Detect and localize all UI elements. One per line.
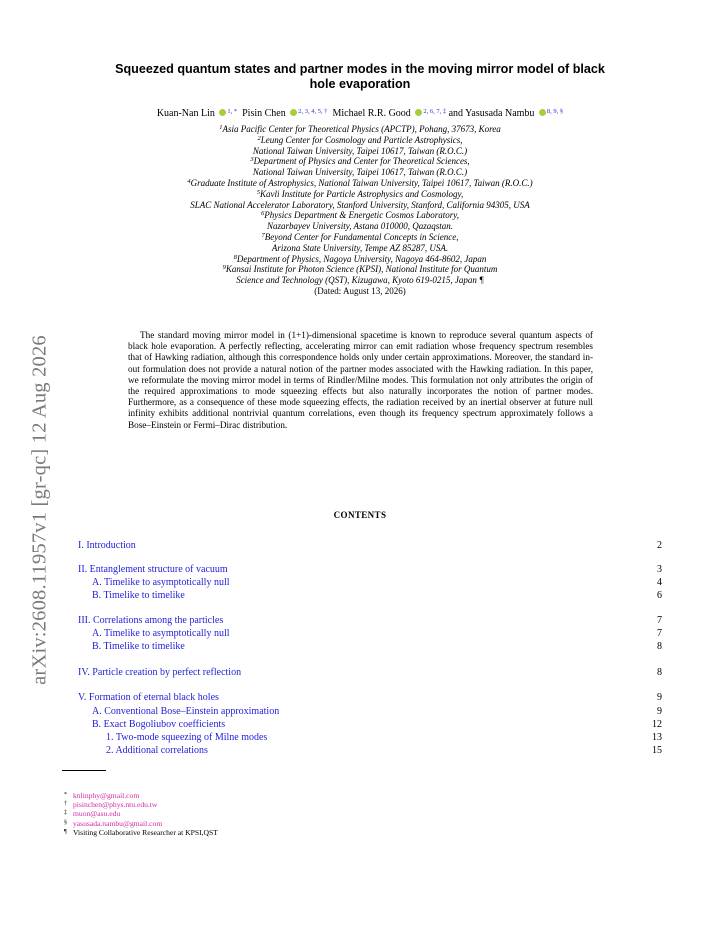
toc-label[interactable]: II. Entanglement structure of vacuum xyxy=(78,564,228,575)
footnote-email-link[interactable]: pisinchen@phys.ntu.edu.tw xyxy=(73,800,158,810)
affiliation-line: $^1$Asia Pacific Center for Theoretical Physics (APCTP), Pohang, 37673, Korea xyxy=(219,124,501,134)
toc-page: 9 xyxy=(657,692,662,703)
author-affil-sup[interactable]: 2, 3, 4, 5, † xyxy=(298,108,328,115)
affiliation-line: National Taiwan University, Taipei 10617, Taiwan (R.O.C.) xyxy=(252,145,468,156)
author-affil-sup[interactable]: 1, * xyxy=(227,108,238,115)
toc-label[interactable]: IV. Particle creation by perfect reflection xyxy=(78,667,242,678)
toc-entry[interactable] xyxy=(78,732,662,744)
toc-page: 2 xyxy=(657,540,662,551)
author-connector: and xyxy=(448,108,464,119)
footnote xyxy=(64,828,218,837)
orcid-icon[interactable] xyxy=(219,109,226,116)
toc-label[interactable]: 1. Two-mode squeezing of Milne modes xyxy=(106,732,268,743)
toc-page: 12 xyxy=(652,719,662,730)
author-name: Michael R.R. Good xyxy=(332,108,411,119)
toc-entry[interactable] xyxy=(78,628,662,640)
affiliation-line: $^9$Kansai Institute for Photon Science (KPSI), National Institute for Quantum xyxy=(222,264,498,275)
footnote xyxy=(64,800,218,809)
affiliation-line: $^8$Department of Physics, Nagoya University, Nagoya 464-8602, Japan xyxy=(233,253,487,264)
author-affil-sup[interactable]: 2, 6, 7, ‡ xyxy=(423,108,447,115)
title-line-2: hole evaporation xyxy=(309,77,411,91)
toc-page: 8 xyxy=(657,641,662,652)
toc-entry[interactable] xyxy=(78,615,662,627)
arxiv-sidebar xyxy=(22,300,58,720)
toc-label[interactable]: 2. Additional correlations xyxy=(106,745,208,756)
toc-label[interactable]: A. Conventional Bose–Einstein approximation xyxy=(92,706,280,717)
abstract-text: The standard moving mirror model in (1+1)-dimensional spacetime is known to reproduce several quantum aspects of black hole evaporation. A perfectly reflecting, accelerating mirror can emit radiation whose frequency spectrum resembles that of Hawking radiation, although this correspondence holds only under certain approximations. Moreover, the standard in-out formulation does not provide a natural notion of the partner modes associated with the Hawking radiation. In this paper, we reformulate the moving mirror model in terms of Rindler/Milne modes. This formulation not only attributes the origin of the required approximations to mode squeezing effects but also naturally incorporates the notion of partner modes. Furthermore, as a consequence of these mode squeezing effects, the radiation received by an inertial observer at future null infinity exhibits additional nontrivial quantum correlations, even though its frequency spectrum approximately follows a Bose–Einstein or Fermi–Dirac distribution. xyxy=(128,330,593,430)
footnote xyxy=(64,819,218,828)
toc-entry[interactable] xyxy=(78,667,662,679)
affiliation-line: SLAC National Accelerator Laboratory, Stanford University, Stanford, California 94305, USA xyxy=(190,199,530,210)
toc-label[interactable]: B. Timelike to timelike xyxy=(92,641,185,652)
toc-entry[interactable] xyxy=(78,577,662,589)
toc-entry[interactable] xyxy=(78,706,662,718)
footnote-email-link[interactable]: knlinphy@gmail.com xyxy=(73,791,140,800)
toc-page: 7 xyxy=(657,615,662,626)
toc-entry[interactable] xyxy=(78,719,662,731)
toc-label[interactable]: A. Timelike to asymptotically null xyxy=(92,577,230,588)
title-line-1: Squeezed quantum states and partner modes in the moving mirror model of black xyxy=(115,62,605,76)
footnote-mark: § xyxy=(64,819,67,826)
toc-page: 4 xyxy=(657,577,662,588)
affiliation-line: Arizona State University, Tempe AZ 85287, USA. xyxy=(271,242,449,253)
toc-page: 8 xyxy=(657,667,662,678)
footnote-email-link[interactable]: muon@asu.edu xyxy=(73,809,121,819)
toc-label[interactable]: B. Exact Bogoliubov coefficients xyxy=(92,719,226,730)
contents-heading: CONTENTS xyxy=(333,510,387,520)
affiliation-line: Science and Technology (QST), Kizugawa, Kyoto 619-0215, Japan ¶ xyxy=(236,275,484,286)
toc-label[interactable]: I. Introduction xyxy=(78,540,136,551)
affiliation-line: Nazarbayev University, Astana 010000, Qazaqstan. xyxy=(266,221,454,232)
footnote-mark: ¶ xyxy=(64,828,67,835)
toc-entry[interactable] xyxy=(78,590,662,602)
toc-page: 15 xyxy=(652,745,662,756)
author-name: Pisin Chen xyxy=(242,108,286,119)
affiliation-line: $^4$Graduate Institute of Astrophysics, National Taiwan University, Taipei 10617, Taiwan (R.O.C.) xyxy=(187,177,533,188)
author-name: Yasusada Nambu xyxy=(465,108,535,119)
affiliation-line: $^7$Beyond Center for Fundamental Concepts in Science, xyxy=(261,231,459,242)
affiliation-line: National Taiwan University, Taipei 10617, Taiwan (R.O.C.) xyxy=(252,167,468,178)
toc-entry[interactable] xyxy=(78,641,662,653)
toc-page: 13 xyxy=(652,732,662,743)
toc-page: 6 xyxy=(657,590,662,601)
toc-label[interactable]: III. Correlations among the particles xyxy=(78,615,224,626)
affiliation-line: $^6$Physics Department & Energetic Cosmos Laboratory, xyxy=(261,210,459,221)
toc-entry[interactable] xyxy=(78,692,662,704)
orcid-icon[interactable] xyxy=(415,109,422,116)
dated-line: (Dated: August 13, 2026) xyxy=(314,285,406,296)
arxiv-identifier: arXiv:2608.11957v1 [gr-qc] 12 Aug 2026 xyxy=(28,335,51,685)
toc-label[interactable]: B. Timelike to timelike xyxy=(92,590,185,601)
toc-label[interactable]: A. Timelike to asymptotically null xyxy=(92,628,230,639)
affiliation-line: $^3$Department of Physics and Center for Theoretical Sciences, xyxy=(250,156,470,167)
paper-title xyxy=(60,62,660,92)
footnote-mark: † xyxy=(64,801,67,808)
toc-label[interactable]: V. Formation of eternal black holes xyxy=(78,692,219,703)
footnote xyxy=(64,809,218,818)
affiliation-line: $^2$Leung Center for Cosmology and Particle Astrophysics, xyxy=(257,134,463,145)
affiliation-line: $^5$Kavli Institute for Particle Astrophysics and Cosmology, xyxy=(256,188,464,199)
footnote-mark: ‡ xyxy=(64,810,67,817)
footnote xyxy=(64,791,218,800)
toc-entry[interactable] xyxy=(78,540,662,552)
author-name: Kuan-Nan Lin xyxy=(156,108,215,119)
toc-page: 7 xyxy=(657,628,662,639)
footnote-mark: * xyxy=(64,792,67,798)
orcid-icon[interactable] xyxy=(290,109,297,116)
footnote-rule xyxy=(62,770,106,771)
footnote-text: Visiting Collaborative Researcher at KPSI,QST xyxy=(73,827,218,837)
toc-page: 9 xyxy=(657,706,662,717)
footnote-email-link[interactable]: yasusada.nambu@gmail.com xyxy=(73,818,163,828)
author-list xyxy=(60,108,660,120)
toc-entry[interactable] xyxy=(78,745,662,757)
affiliation-list xyxy=(60,124,660,297)
footnotes xyxy=(64,791,218,837)
orcid-icon[interactable] xyxy=(539,109,546,116)
toc-page: 3 xyxy=(657,564,662,575)
author-affil-sup[interactable]: 8, 9, § xyxy=(546,108,564,115)
toc-entry[interactable] xyxy=(78,564,662,576)
